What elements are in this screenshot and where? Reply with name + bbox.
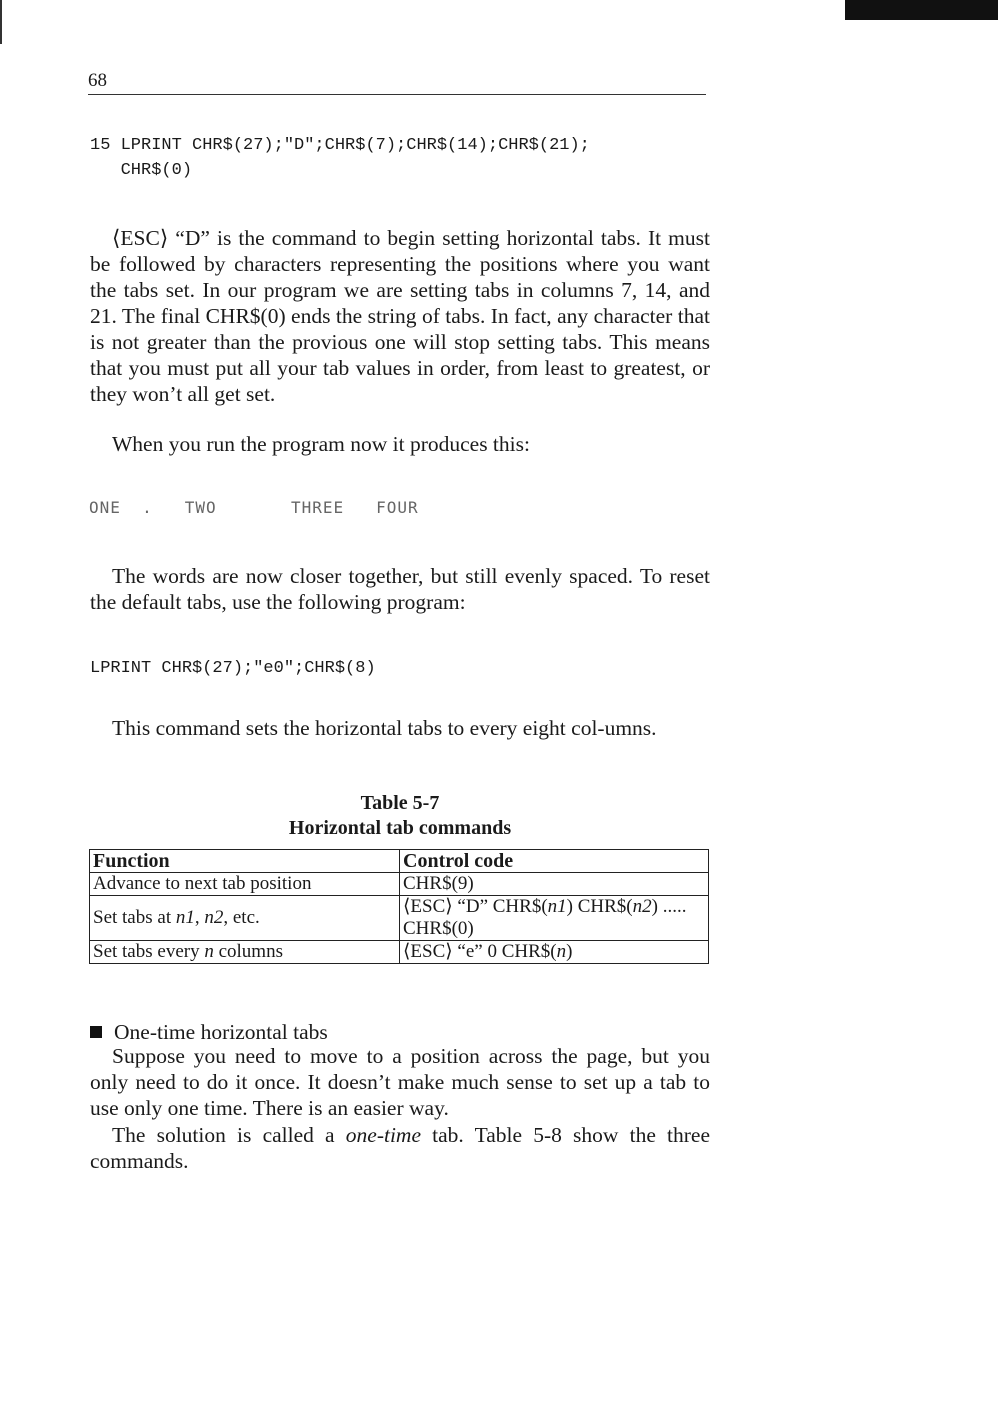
var-n: n xyxy=(556,941,567,962)
printer-output-sample: ONE . TWO THREE FOUR xyxy=(89,498,419,517)
var-n1: n1 xyxy=(175,907,195,928)
paragraph-closer-together: The words are now closer together, but still evenly spaced. To reset the default tabs, use the following program: xyxy=(90,564,710,614)
text: ) xyxy=(566,941,573,962)
text: columns xyxy=(213,941,283,962)
section-heading-text: One-time horizontal tabs xyxy=(114,1020,328,1044)
paragraph-one-time-solution xyxy=(90,1122,710,1174)
header-function: Function xyxy=(90,850,400,873)
var-n2: n2 xyxy=(632,896,652,917)
header-control-code: Control code xyxy=(400,850,709,873)
page-number: 68 xyxy=(88,70,107,91)
table-caption-number: Table 5-7 xyxy=(360,792,440,814)
paragraph-run-program: When you run the program now it produces this: xyxy=(112,432,530,456)
section-heading xyxy=(90,1020,328,1045)
text: ⟨ESC⟩ “e” 0 CHR$( xyxy=(403,941,557,962)
text: Set tabs every xyxy=(93,941,205,962)
cell-function xyxy=(90,941,400,964)
code-line xyxy=(403,896,705,918)
cell-code: CHR$(9) xyxy=(400,873,709,896)
table-row xyxy=(90,896,709,941)
table-header-row xyxy=(90,850,709,873)
var-n: n xyxy=(204,941,214,962)
text: , etc. xyxy=(223,907,260,928)
table-row xyxy=(90,873,709,896)
corner-scan-mark xyxy=(845,0,998,20)
text: ) CHR$( xyxy=(566,896,633,917)
text: tab. Table 5-8 show the three commands. xyxy=(90,1123,711,1173)
text: Set tabs at xyxy=(93,907,176,928)
text: The solution is called a xyxy=(112,1123,346,1147)
paragraph-one-time-intro: Suppose you need to move to a position across the page, but you only need to do it once. It doesn’t make much sense to set up a tab to use only one time. There is an easier way. xyxy=(90,1044,710,1120)
cell-function xyxy=(90,896,400,941)
text: , xyxy=(194,907,205,928)
horizontal-tab-commands-table xyxy=(89,849,709,964)
code-reset-tabs: LPRINT CHR$(27);"e0";CHR$(8) xyxy=(90,659,376,678)
code-listing-tabs xyxy=(90,133,590,183)
code-line: 15 LPRINT CHR$(27);"D";CHR$(7);CHR$(14);CHR$(21); xyxy=(90,136,590,155)
italic-term: one-time xyxy=(345,1123,421,1147)
table-row xyxy=(90,941,709,964)
bullet-square-icon xyxy=(90,1026,102,1038)
table-caption-title: Horizontal tab commands xyxy=(288,817,512,839)
header-rule xyxy=(88,94,706,95)
text: ) ..... xyxy=(651,896,687,917)
cell-code xyxy=(400,941,709,964)
cell-code xyxy=(400,896,709,941)
var-n1: n1 xyxy=(547,896,567,917)
paragraph-esc-d: ⟨ESC⟩ “D” is the command to begin setting horizontal tabs. It must be followed by characters representing the positions where you want the tabs set. In our program we are setting tabs in columns 7, 14, and 21. The final CHR$(0) ends the string of tabs. In fact, any character that is not greater than the provious one will stop setting tabs. This means that you must put all your tab values in order, from least to greatest, or they won’t all get set. xyxy=(90,226,710,406)
code-line: CHR$(0) xyxy=(403,918,474,939)
code-line: CHR$(0) xyxy=(90,161,193,180)
var-n2: n2 xyxy=(204,907,224,928)
margin-scan-line xyxy=(0,0,2,44)
cell-function: Advance to next tab position xyxy=(90,873,400,896)
text: ⟨ESC⟩ “D” CHR$( xyxy=(403,896,548,917)
paragraph-every-eight: This command sets the horizontal tabs to every eight col-umns. xyxy=(112,716,657,740)
